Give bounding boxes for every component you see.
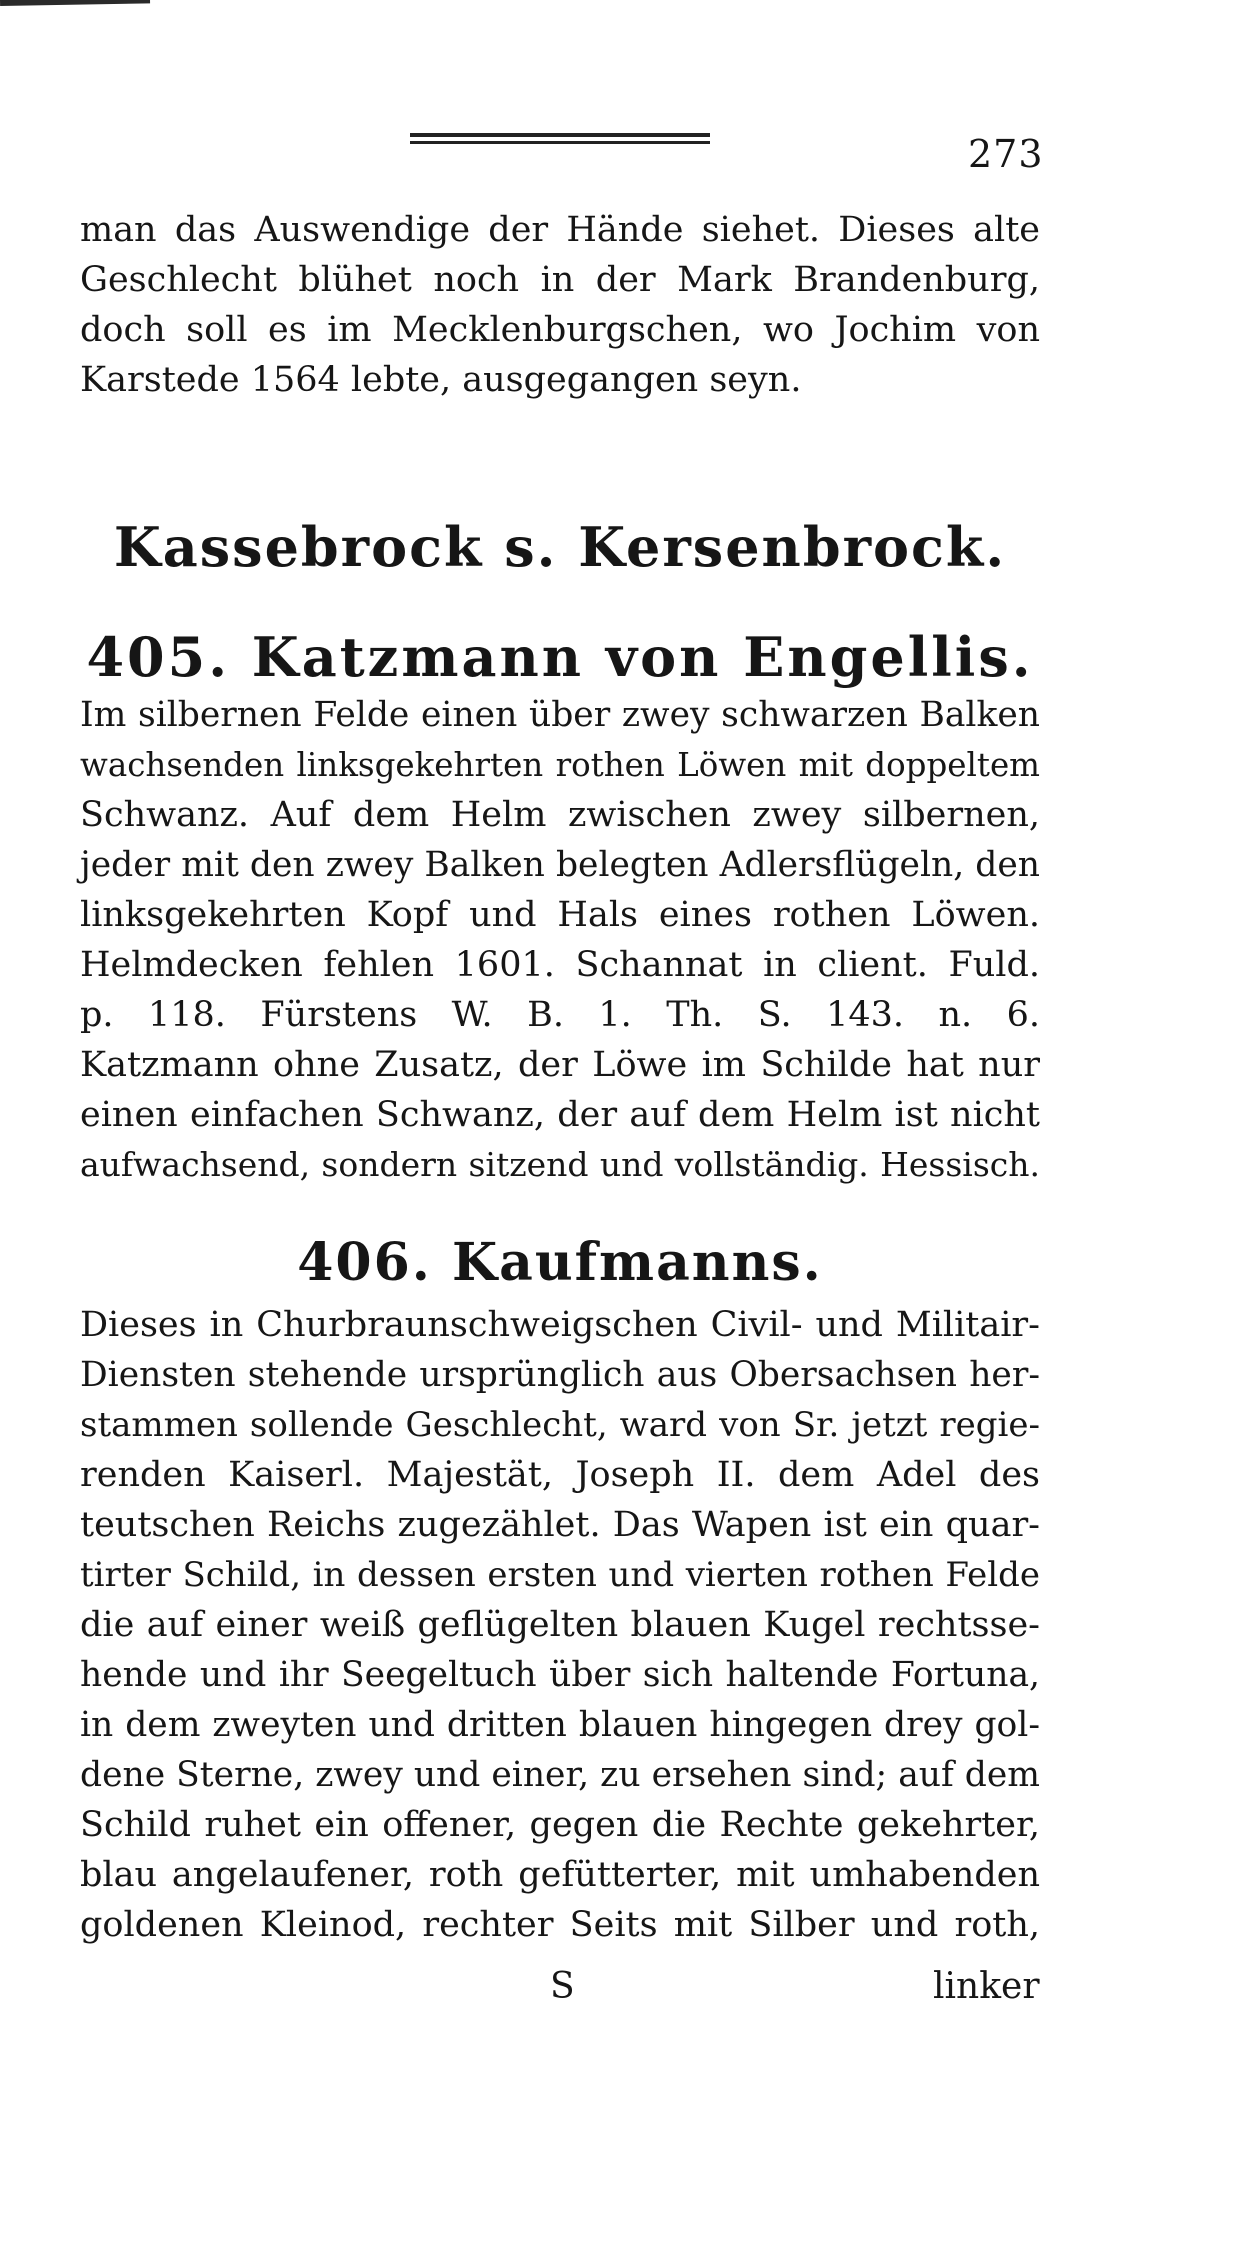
text-line: Dieses in Churbraunschweigschen Civil- und Militair- bbox=[80, 1305, 1040, 1345]
text-line: in dem zweyten und dritten blauen hingegen drey gol- bbox=[80, 1705, 1040, 1745]
text-line: stammen sollende Geschlecht, ward von Sr. jetzt regie- bbox=[80, 1405, 1040, 1445]
cross-reference-heading: Kassebrock s. Kersenbrock. bbox=[113, 515, 1007, 579]
text-line: doch soll es im Mecklenburgschen, wo Jochim von bbox=[80, 310, 1040, 350]
header-rule-line bbox=[410, 133, 710, 137]
text-line: hende und ihr Seegeltuch über sich haltende Fortuna, bbox=[80, 1655, 1040, 1695]
page-number: 273 bbox=[968, 132, 1044, 176]
text-line: dene Sterne, zwey und einer, zu ersehen sind; auf dem bbox=[80, 1755, 1040, 1795]
text-line: p. 118. Fürstens W. B. 1. Th. S. 143. n. 6. bbox=[80, 995, 1040, 1035]
text-line: Katzmann ohne Zusatz, der Löwe im Schilde hat nur bbox=[80, 1045, 1040, 1085]
text-line: die auf einer weiß geflügelten blauen Kugel rechtsse- bbox=[80, 1605, 1040, 1645]
signature-mark: S bbox=[550, 1966, 575, 2007]
header-rule-line bbox=[410, 141, 710, 144]
text-line: blau angelaufener, roth gefütterter, mit umhabenden bbox=[80, 1855, 1040, 1895]
text-line: Helmdecken fehlen 1601. Schannat in client. Fuld. bbox=[80, 945, 1040, 985]
header-rule bbox=[410, 133, 710, 149]
entry-405-body bbox=[80, 690, 1040, 1190]
text-line: Geschlecht blühet noch in der Mark Brandenburg, bbox=[80, 260, 1040, 300]
scan-edge-mark bbox=[0, 0, 150, 6]
text-line: Schild ruhet ein offener, gegen die Rechte gekehrter, bbox=[80, 1805, 1040, 1845]
text-line: aufwachsend, sondern sitzend und vollständig. Hessisch. bbox=[80, 1145, 1040, 1184]
text-line: man das Auswendige der Hände siehet. Dieses alte bbox=[80, 210, 1040, 250]
entry-406-heading: 406. Kaufmanns. bbox=[297, 1232, 823, 1293]
text-line: einen einfachen Schwanz, der auf dem Helm ist nicht bbox=[80, 1095, 1040, 1135]
text-line: tirter Schild, in dessen ersten und vierten rothen Felde bbox=[80, 1555, 1040, 1595]
text-line: Karstede 1564 lebte, ausgegangen seyn. bbox=[80, 360, 802, 400]
text-line: linksgekehrten Kopf und Hals eines rothen Löwen. bbox=[80, 895, 1040, 935]
text-line: jeder mit den zwey Balken belegten Adlersflügeln, den bbox=[80, 845, 1040, 885]
text-line: Diensten stehende ursprünglich aus Obersachsen her- bbox=[80, 1355, 1040, 1395]
text-line: Schwanz. Auf dem Helm zwischen zwey silbernen, bbox=[80, 795, 1040, 835]
text-line: goldenen Kleinod, rechter Seits mit Silber und roth, bbox=[80, 1905, 1040, 1945]
text-line: wachsenden linksgekehrten rothen Löwen mit doppeltem bbox=[80, 746, 1040, 784]
text-line: teutschen Reichs zugezählet. Das Wapen ist ein quar- bbox=[80, 1505, 1040, 1545]
text-line: Im silbernen Felde einen über zwey schwarzen Balken bbox=[80, 695, 1040, 735]
catchword: linker bbox=[933, 1966, 1040, 2007]
entry-406-body bbox=[80, 1300, 1040, 1950]
entry-405-heading: 405. Katzmann von Engellis. bbox=[86, 625, 1034, 689]
text-line: renden Kaiserl. Majestät, Joseph II. dem Adel des bbox=[80, 1455, 1040, 1495]
top-paragraph bbox=[80, 205, 1040, 405]
